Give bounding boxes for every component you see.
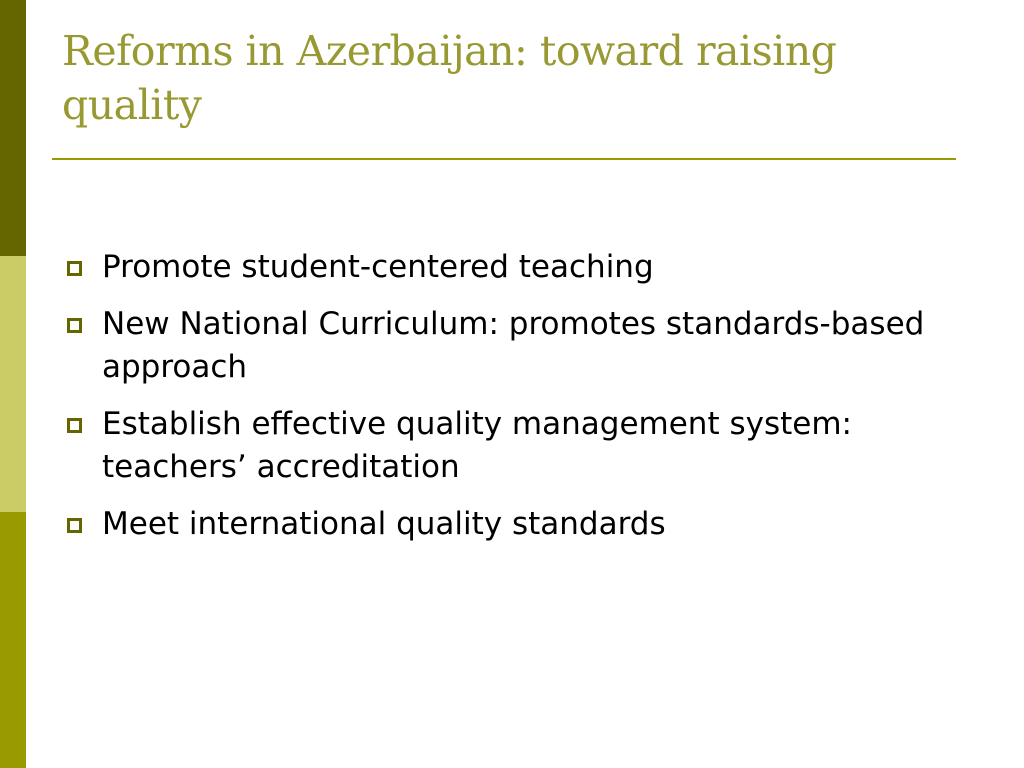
bullet-item bbox=[62, 246, 962, 289]
bullet-text: New National Curriculum: promotes standards-based approach bbox=[102, 306, 925, 385]
bullet-item bbox=[62, 303, 962, 389]
sidebar-band-top bbox=[0, 0, 26, 256]
sidebar-band-bottom bbox=[0, 512, 26, 768]
square-bullet-icon bbox=[67, 518, 82, 533]
slide-title: Reforms in Azerbaijan: toward raising quality bbox=[62, 27, 837, 129]
square-bullet-icon bbox=[67, 318, 82, 333]
title-divider bbox=[52, 158, 956, 160]
square-bullet-icon bbox=[67, 418, 82, 433]
bullet-item bbox=[62, 403, 962, 489]
bullet-list bbox=[62, 246, 962, 560]
sidebar-band-middle bbox=[0, 256, 26, 512]
bullet-item bbox=[62, 503, 962, 546]
bullet-text: Establish effective quality management system: teachers’ accreditation bbox=[102, 406, 852, 485]
bullet-text: Meet international quality standards bbox=[102, 506, 666, 542]
square-bullet-icon bbox=[67, 261, 82, 276]
bullet-text: Promote student-centered teaching bbox=[102, 249, 654, 285]
